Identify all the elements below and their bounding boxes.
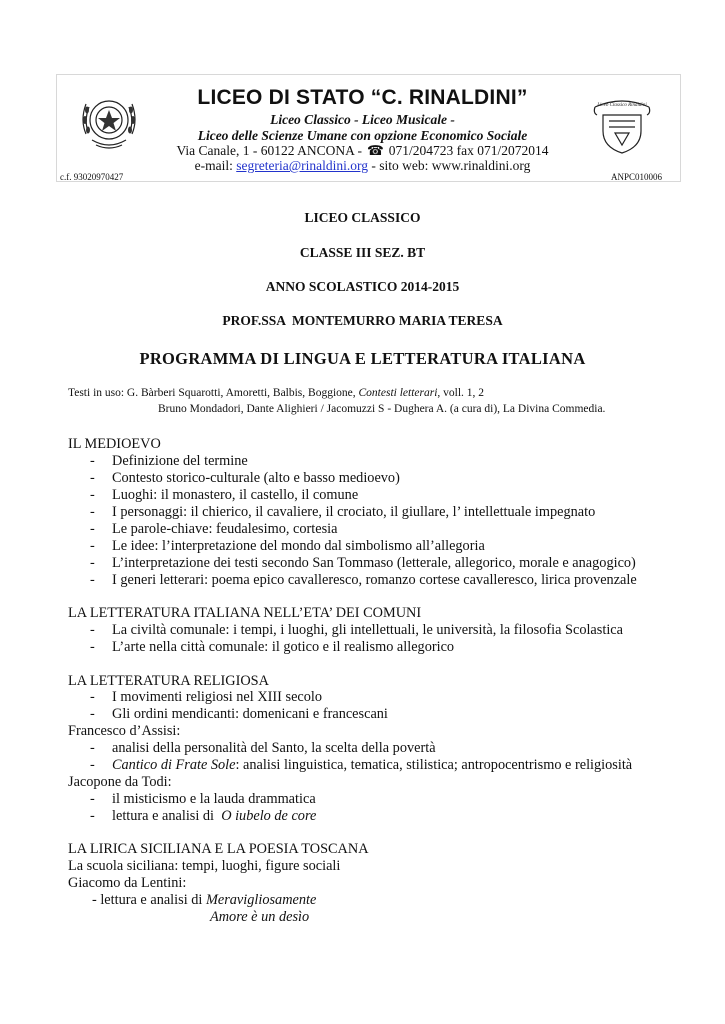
list-item-text: I generi letterari: poema epico cavalleresco, romanzo cortese cavalleresco, lirica provenzale — [112, 572, 637, 588]
dash: - — [90, 521, 95, 537]
school-crest-emblem-icon — [589, 91, 655, 157]
list-item — [90, 521, 337, 538]
dash: - — [90, 487, 95, 503]
course-class: CLASSE III SEZ. BT — [299, 245, 426, 260]
list-item — [90, 538, 485, 555]
list-item-text: Le idee: l’interpretazione del mondo dal simbolismo all’allegoria — [112, 538, 485, 554]
poem-title: Meravigliosamente — [205, 892, 317, 908]
dash: - — [90, 538, 95, 554]
phone-numbers: 071/204723 fax 071/2072014 — [388, 143, 549, 158]
list-item — [90, 808, 316, 825]
dash: - — [90, 757, 95, 773]
telephone-icon: ☎ — [366, 143, 384, 158]
school-contacts — [140, 158, 585, 174]
poem-title-continued — [210, 909, 309, 926]
jacopone-heading: Jacopone da Todi: — [68, 774, 172, 790]
textbooks-title: Contesti letterari — [358, 387, 438, 399]
lauda-title: O iubelo de core — [221, 808, 317, 824]
list-item-text: Luoghi: il monastero, il castello, il comune — [112, 487, 359, 503]
school-subtitle-2: Liceo delle Scienze Umane con opzione Economico Sociale — [197, 128, 528, 143]
lirica-line-1: La scuola siciliana: tempi, luoghi, figure sociali — [68, 858, 341, 874]
list-item-text: L’arte nella città comunale: il gotico e il realismo allegorico — [112, 639, 455, 655]
list-item-text: - lettura e analisi di — [92, 892, 203, 908]
dash: - — [90, 572, 95, 588]
poem-title-line-2: Amore è un desìo — [210, 909, 310, 925]
dash: - — [90, 639, 95, 655]
section-heading-medioevo: IL MEDIOEVO — [68, 436, 161, 452]
list-item — [90, 622, 623, 639]
cantico-title: Cantico di Frate Sole — [112, 757, 236, 773]
crest-text: Liceo Classico Rinaldini — [597, 103, 647, 108]
list-item-text: analisi della personalità del Santo, la scelta della povertà — [112, 740, 436, 756]
dash: - — [90, 791, 95, 807]
tax-code: c.f. 93020970427 — [60, 172, 124, 182]
program-title: PROGRAMMA DI LINGUA E LETTERATURA ITALIANA — [139, 349, 586, 368]
section-heading-comuni: LA LETTERATURA ITALIANA NELL’ETA’ DEI COMUNI — [68, 605, 422, 621]
list-item — [90, 740, 436, 757]
email-label: e-mail: — [194, 158, 233, 173]
school-address — [140, 143, 585, 159]
list-item — [90, 504, 595, 521]
course-teacher: PROF.SSA MONTEMURRO MARIA TERESA — [222, 313, 503, 328]
list-item-text: Definizione del termine — [112, 453, 248, 469]
section-heading-lirica: LA LIRICA SICILIANA E LA POESIA TOSCANA — [68, 841, 369, 857]
italian-republic-emblem-icon — [78, 90, 140, 154]
list-item — [90, 555, 636, 572]
school-code: ANPC010006 — [611, 172, 663, 182]
dash: - — [90, 740, 95, 756]
list-item-text: I personaggi: il chierico, il cavaliere, il crociato, il giullare, l’ intellettuale impegnato — [112, 504, 596, 520]
list-item-text: L’interpretazione dei testi secondo San Tommaso (letterale, allegorico, morale e anagogico) — [112, 555, 636, 571]
textbooks-line-2: Bruno Mondadori, Dante Alighieri / Jacomuzzi S - Dughera A. (a cura di), La Divina Commedia. — [158, 403, 606, 415]
dash: - — [90, 706, 95, 722]
textbooks-suffix: , voll. 1, 2 — [437, 387, 485, 399]
dash: - — [90, 504, 95, 520]
school-subtitle-1: Liceo Classico - Liceo Musicale - — [270, 112, 455, 127]
school-title: LICEO DI STATO “C. RINALDINI” — [197, 86, 528, 109]
list-item-text: Contesto storico-culturale (alto e basso medioevo) — [112, 470, 400, 486]
list-item-text: : analisi linguistica, tematica, stilistica; antropocentrismo e religiosità — [235, 757, 633, 773]
list-item-text: lettura e analisi di — [112, 808, 215, 824]
textbooks-line-1 — [68, 387, 484, 399]
dash: - — [90, 622, 95, 638]
address-text: Via Canale, 1 - 60122 ANCONA - — [176, 143, 363, 158]
list-item — [90, 572, 637, 589]
lirica-line-2: Giacomo da Lentini: — [68, 875, 187, 891]
list-item — [90, 689, 322, 706]
website-text: - sito web: www.rinaldini.org — [371, 158, 531, 173]
list-item-text: La civiltà comunale: i tempi, i luoghi, gli intellettuali, le università, la filosofia Scolastica — [112, 622, 623, 638]
list-item — [92, 892, 316, 909]
list-item — [90, 639, 454, 656]
list-item — [90, 757, 632, 774]
textbooks-prefix: Testi in uso: G. Bàrberi Squarotti, Amoretti, Balbis, Boggione, — [68, 387, 356, 399]
list-item — [90, 487, 358, 504]
list-item — [90, 706, 388, 723]
list-item-text: I movimenti religiosi nel XIII secolo — [112, 689, 323, 705]
list-item-text: Le parole-chiave: feudalesimo, cortesia — [112, 521, 338, 537]
dash: - — [90, 689, 95, 705]
course-school: LICEO CLASSICO — [304, 210, 421, 225]
list-item-text: Gli ordini mendicanti: domenicani e francescani — [112, 706, 388, 722]
dash: - — [90, 808, 95, 824]
francesco-heading: Francesco d’Assisi: — [68, 723, 181, 739]
dash: - — [90, 470, 95, 486]
list-item — [90, 470, 400, 487]
section-heading-religiosa: LA LETTERATURA RELIGIOSA — [68, 673, 269, 689]
list-item — [90, 791, 316, 808]
email-link[interactable]: segreteria@rinaldini.org — [236, 158, 368, 173]
dash: - — [90, 453, 95, 469]
list-item-text: il misticismo e la lauda drammatica — [112, 791, 316, 807]
course-year: ANNO SCOLASTICO 2014-2015 — [265, 279, 460, 294]
dash: - — [90, 555, 95, 571]
list-item — [90, 453, 248, 470]
